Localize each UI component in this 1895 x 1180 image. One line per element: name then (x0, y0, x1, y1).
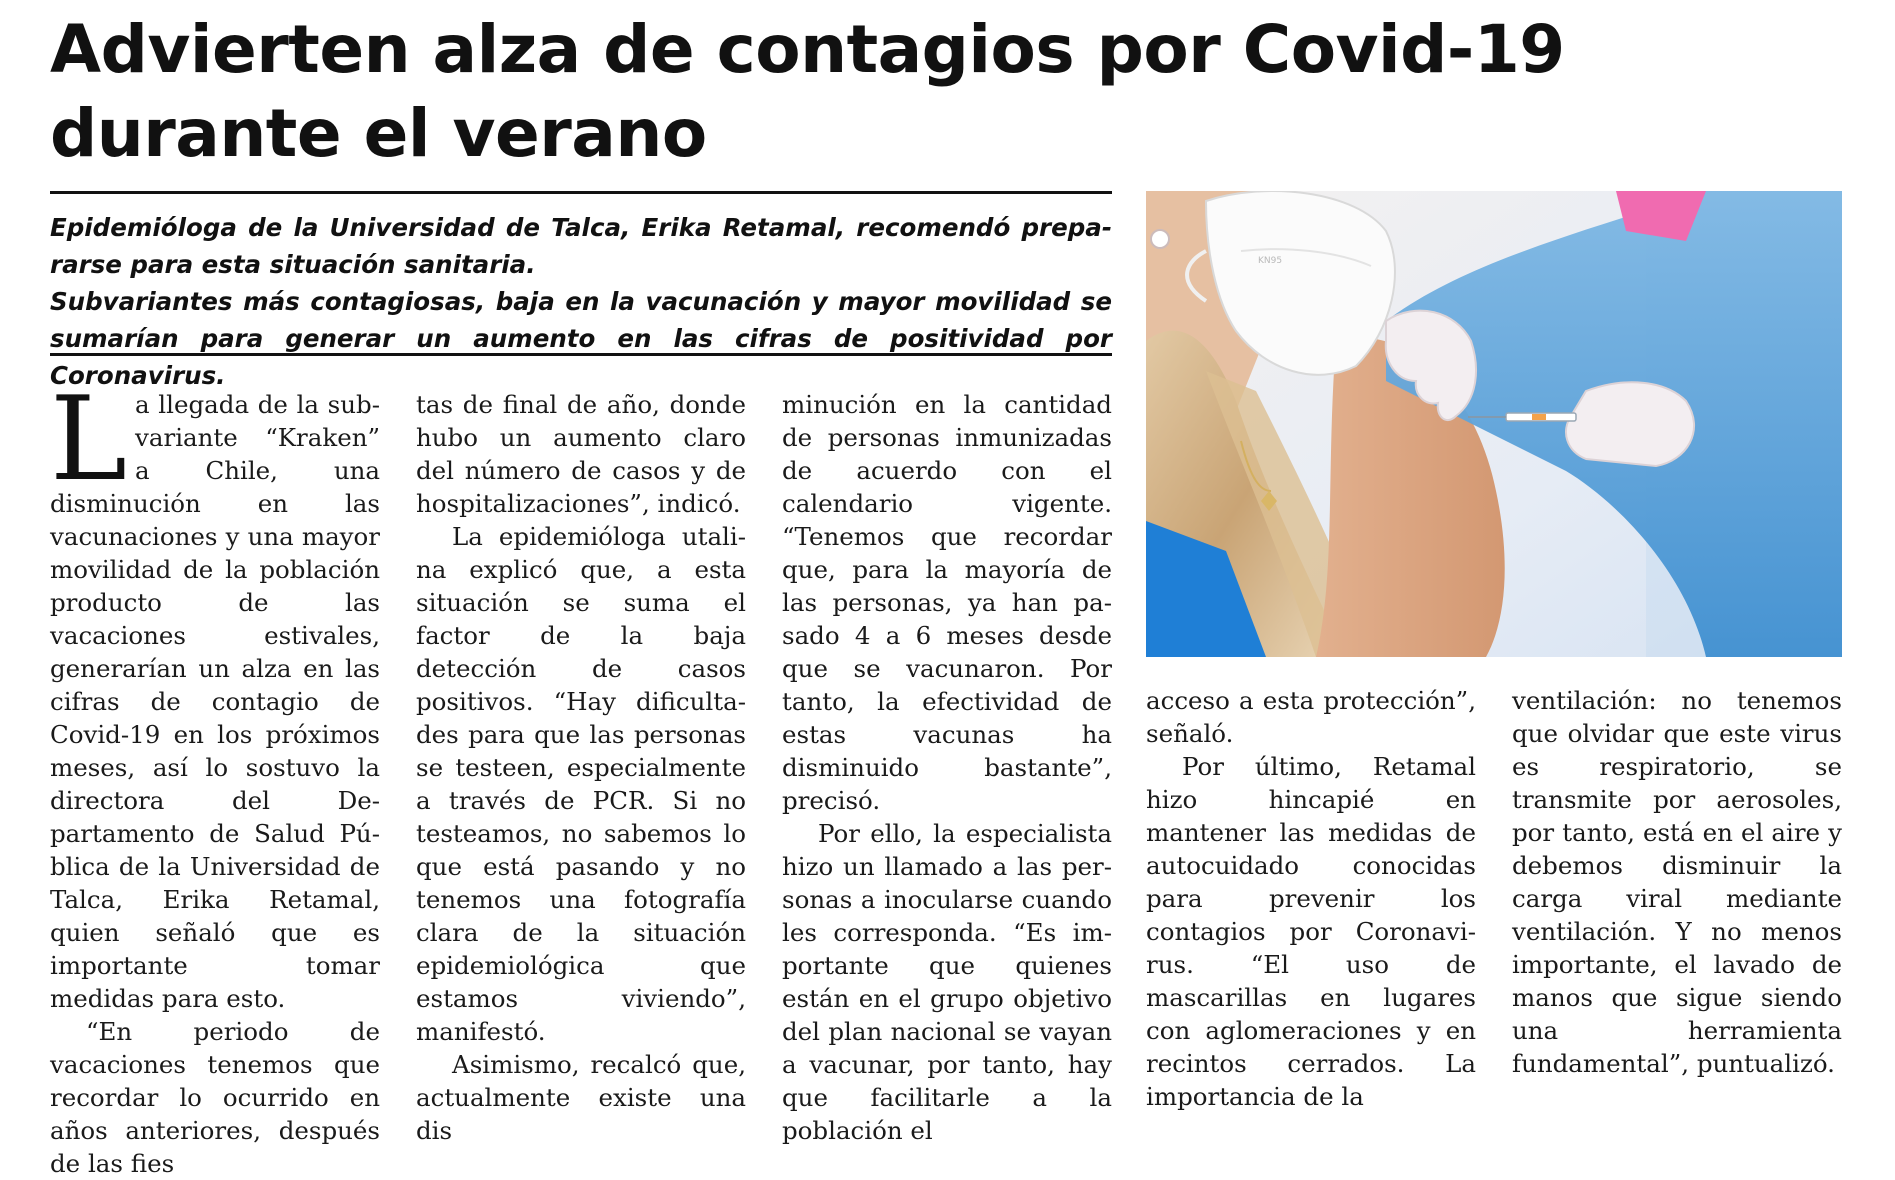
lead-box (50, 191, 1112, 390)
body-paragraph: Por último, Retamal hizo hincapié en mantener las medidas de autocuidado conocidas para prevenir los contagios por Coronavirus. “El uso de mascarillas en lugares con aglomeraciones y en recintos cerrados. La importancia de la (1146, 752, 1476, 1111)
body-paragraph: minución en la cantidad de personas inmunizadas de acuerdo con el calendario vigente. “Tenemos que recordar que, para la mayoría de las personas, ya han pasado 4 a 6 meses desde que se vacunaron. Por tanto, la efectividad de estas vacunas ha disminuido bastante”, precisó. (782, 390, 1112, 815)
body-paragraph: “En periodo de vacaciones tenemos que recordar lo ocurrido en años anteriores, después de las fies (50, 1017, 380, 1178)
body-column-4 (1146, 684, 1476, 1113)
vaccination-photo (1146, 191, 1842, 657)
mask-print: KN95 (1258, 256, 1283, 266)
body-column-1 (50, 372, 380, 1180)
headline: Advierten alza de contagios por Covid-19 durante el verano (50, 11, 1565, 172)
body-column-2 (416, 388, 746, 1147)
body-column-3 (782, 388, 1112, 1147)
lead-paragraph-2: Subvariantes más contagiosas, baja en la vacunación y mayor movilidad se sumarían para generar un aumento en las cifras de positividad por Coronavirus. (50, 287, 1112, 390)
drop-cap: L (50, 372, 128, 507)
body-paragraph: acceso a esta protección”, señaló. (1146, 686, 1476, 748)
body-paragraph: ventilación: no tenemos que olvidar que este virus es respiratorio, se transmite por aerosoles, por tanto, está en el aire y debemos disminuir la carga viral mediante ventilación. Y no menos importante, el lavado de manos que sigue siendo una herramienta fundamental”, puntualizó. (1512, 686, 1842, 1078)
lead-paragraph-1: Epidemióloga de la Universidad de Talca, Erika Retamal, recomendó prepararse para esta situación sanitaria. (50, 213, 1112, 279)
body-paragraph: a llegada de la subvariante “Kraken” a Chile, una disminución en las vacunaciones y una mayor movilidad de la población producto de las vacaciones estivales, generarían un alza en las cifras de contagio de Covid-19 en los próximos meses, así lo sostuvo la directora del Departamento de Salud Pública de la Universidad de Talca, Erika Retamal, quien señaló que es importante tomar medidas para esto. (50, 390, 380, 1013)
body-paragraph: Por ello, la especialista hizo un llamado a las personas a inocularse cuando les corresponda. “Es importante que quienes están en el grupo objetivo del plan nacional se vayan a vacunar, por tanto, hay que facilitarle a la población el (782, 819, 1112, 1145)
body-column-5 (1512, 684, 1842, 1080)
body-paragraph: La epidemióloga utalina explicó que, a esta situación se suma el factor de la baja detección de casos positivos. “Hay dificultades para que las personas se testeen, especialmente a través de PCR. Si no testeamos, no sabemos lo que está pasando y no tenemos una fotografía clara de la situación epidemiológica que estamos viviendo”, manifestó. (416, 522, 746, 1046)
body-paragraph: tas de final de año, donde hubo un aumento claro del número de casos y de hospitalizaciones”, indicó. (416, 390, 746, 518)
body-paragraph: Asimismo, recalcó que, actualmente existe una dis (416, 1050, 746, 1145)
